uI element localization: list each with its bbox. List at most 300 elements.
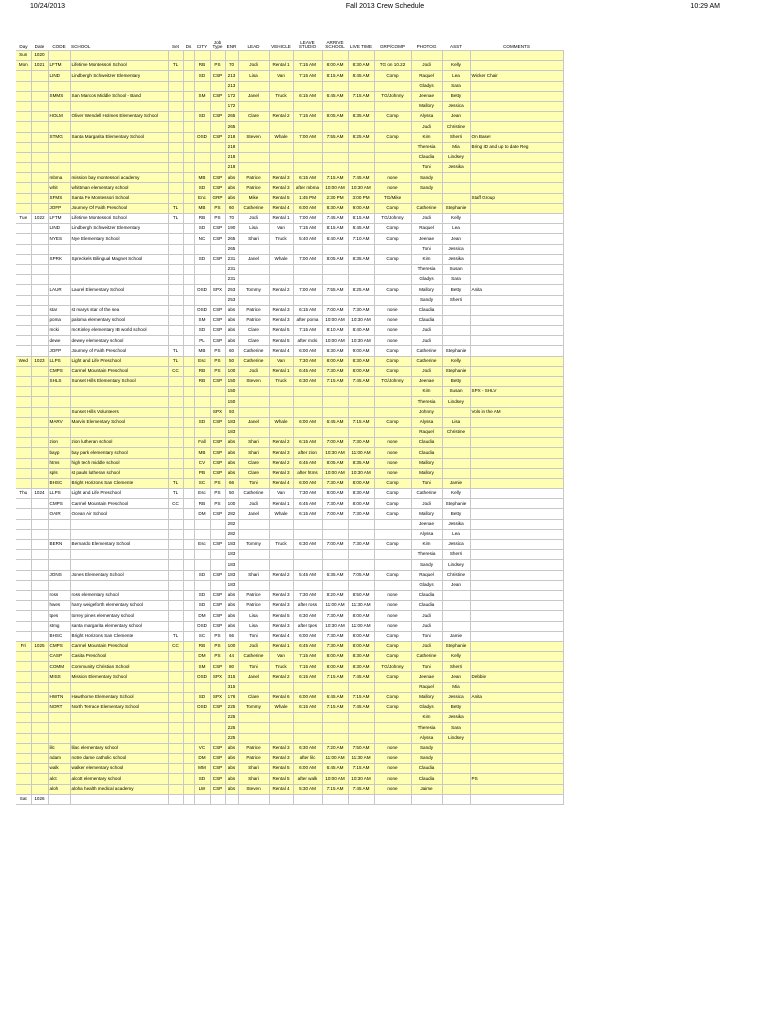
table-row — [16, 478, 563, 488]
table-cell — [16, 682, 31, 692]
table-cell — [348, 81, 374, 91]
table-cell: CSP — [210, 224, 225, 234]
table-cell: 11:00 AM — [348, 448, 374, 458]
table-cell — [183, 570, 194, 580]
table-cell: CSP — [210, 91, 225, 101]
table-cell: Jessica — [442, 244, 470, 254]
table-cell — [210, 81, 225, 91]
table-cell — [31, 224, 48, 234]
table-cell — [293, 713, 322, 723]
table-cell: 6:35 AM — [322, 570, 348, 580]
table-cell: 7:10 AM — [348, 234, 374, 244]
table-cell: 1021 — [31, 61, 48, 71]
table-cell — [293, 163, 322, 173]
table-cell — [210, 51, 225, 61]
table-cell — [322, 152, 348, 162]
table-cell — [269, 244, 293, 254]
table-cell: none — [374, 590, 411, 600]
table-cell: GRP — [210, 193, 225, 203]
table-cell: Comp — [374, 570, 411, 580]
table-cell — [70, 713, 168, 723]
table-cell: Sandy — [411, 295, 442, 305]
table-cell: TG on 10.22 — [374, 61, 411, 71]
table-cell: Tue — [16, 214, 31, 224]
table-cell: SC — [194, 478, 210, 488]
table-cell: Shari — [238, 234, 269, 244]
table-cell: 6:15 AM — [293, 305, 322, 315]
table-cell: Comp — [374, 540, 411, 550]
table-cell — [470, 91, 563, 101]
table-cell: 7:15 AM — [322, 703, 348, 713]
table-cell — [48, 529, 70, 539]
table-cell — [31, 295, 48, 305]
table-cell: Jean — [442, 112, 470, 122]
table-cell: 183 — [225, 580, 238, 590]
table-cell: Johnny — [411, 407, 442, 417]
table-cell: 100 — [225, 366, 238, 376]
table-row — [16, 590, 563, 600]
table-cell: TG/Johnny — [374, 377, 411, 387]
table-cell: Comp — [374, 652, 411, 662]
table-cell: Lindbergh Schweitzer Elementary — [70, 71, 168, 81]
table-row — [16, 91, 563, 101]
table-cell — [238, 723, 269, 733]
table-cell: OSD — [194, 703, 210, 713]
table-cell: 8:30 AM — [348, 662, 374, 672]
table-cell: Sandy — [411, 743, 442, 753]
table-cell: tpes — [48, 611, 70, 621]
table-cell — [348, 794, 374, 804]
table-cell: none — [374, 753, 411, 763]
table-cell — [470, 499, 563, 509]
table-cell: 6:40 AM — [322, 234, 348, 244]
table-cell: hwes — [48, 601, 70, 611]
table-cell — [374, 560, 411, 570]
table-cell: Lisa — [238, 224, 269, 234]
table-cell — [269, 264, 293, 274]
table-cell — [168, 295, 183, 305]
table-cell — [16, 784, 31, 794]
table-cell — [269, 713, 293, 723]
table-cell: Catherine — [411, 652, 442, 662]
table-cell — [470, 703, 563, 713]
table-cell — [442, 326, 470, 336]
table-cell: SPX — [210, 692, 225, 702]
table-cell — [168, 458, 183, 468]
table-cell: whittman elementary school — [70, 183, 168, 193]
table-cell — [293, 529, 322, 539]
table-cell: santa margarita elementary school — [70, 621, 168, 631]
table-cell — [269, 427, 293, 437]
table-cell — [168, 51, 183, 61]
table-cell: bayp — [48, 448, 70, 458]
table-cell — [194, 51, 210, 61]
table-cell: Anita — [470, 692, 563, 702]
table-cell: 7:45 AM — [348, 784, 374, 794]
column-header: LIVE TIME — [348, 28, 374, 51]
table-cell — [48, 407, 70, 417]
table-cell: Jamie — [442, 631, 470, 641]
table-cell: 172 — [225, 91, 238, 101]
table-cell: CSP — [210, 774, 225, 784]
table-row — [16, 621, 563, 631]
table-cell — [31, 713, 48, 723]
table-cell — [183, 713, 194, 723]
table-cell: CSP — [210, 590, 225, 600]
table-cell: Comp — [374, 285, 411, 295]
table-cell: 7:15 AM — [293, 662, 322, 672]
table-cell: Catherine — [411, 346, 442, 356]
table-cell: none — [374, 336, 411, 346]
table-cell: after htms — [293, 468, 322, 478]
table-cell: Lifetime Montessori School — [70, 61, 168, 71]
table-cell: 8:45 AM — [348, 71, 374, 81]
table-cell — [168, 193, 183, 203]
table-row — [16, 305, 563, 315]
table-cell — [269, 550, 293, 560]
table-cell — [168, 448, 183, 458]
table-cell — [322, 550, 348, 560]
table-cell: 70 — [225, 214, 238, 224]
table-cell: Whale — [269, 417, 293, 427]
table-cell — [322, 397, 348, 407]
table-cell: 6:15 AM — [293, 91, 322, 101]
table-cell: Theresia — [411, 142, 442, 152]
table-cell — [374, 580, 411, 590]
table-cell — [168, 173, 183, 183]
table-cell: Judi — [411, 621, 442, 631]
table-cell: PS — [210, 346, 225, 356]
table-cell: Jodi — [238, 366, 269, 376]
table-cell: CSP — [210, 468, 225, 478]
table-cell — [70, 163, 168, 173]
table-cell: Comp — [374, 224, 411, 234]
table-cell — [16, 499, 31, 509]
table-cell: Rental 5 — [269, 326, 293, 336]
table-cell: SD — [194, 601, 210, 611]
table-cell — [168, 560, 183, 570]
table-cell — [183, 641, 194, 651]
table-cell: DM — [194, 753, 210, 763]
table-cell — [70, 387, 168, 397]
table-cell — [470, 580, 563, 590]
table-cell: Catherine — [238, 346, 269, 356]
table-cell — [269, 397, 293, 407]
table-cell — [348, 529, 374, 539]
table-cell: Rental 2 — [269, 458, 293, 468]
table-cell: 1024 — [31, 489, 48, 499]
table-cell — [269, 142, 293, 152]
table-cell: Mallory — [411, 692, 442, 702]
table-cell: Rental 3 — [269, 621, 293, 631]
table-cell — [210, 387, 225, 397]
table-cell: 282 — [225, 519, 238, 529]
table-row — [16, 438, 563, 448]
table-cell — [194, 387, 210, 397]
table-cell — [470, 254, 563, 264]
table-cell — [183, 203, 194, 213]
table-cell: CSP — [210, 305, 225, 315]
table-cell: Shari — [238, 570, 269, 580]
table-cell: 7:30 AM — [348, 305, 374, 315]
table-cell: 8:00 AM — [322, 652, 348, 662]
table-cell: Esc — [194, 356, 210, 366]
table-cell — [269, 163, 293, 173]
table-cell — [374, 122, 411, 132]
table-cell — [470, 590, 563, 600]
table-cell: Laurel Elementary School — [70, 285, 168, 295]
table-cell — [269, 295, 293, 305]
table-cell: 8:30 AM — [322, 346, 348, 356]
table-cell — [168, 336, 183, 346]
table-cell — [322, 244, 348, 254]
table-cell — [183, 346, 194, 356]
table-cell — [210, 275, 225, 285]
table-cell: CC — [168, 499, 183, 509]
table-cell: RB — [194, 366, 210, 376]
table-cell: abs — [225, 315, 238, 325]
table-cell — [31, 91, 48, 101]
table-cell — [183, 183, 194, 193]
table-cell: Clare — [238, 326, 269, 336]
table-cell — [31, 81, 48, 91]
table-cell — [374, 51, 411, 61]
table-cell: DM — [194, 652, 210, 662]
table-cell: Clare — [238, 336, 269, 346]
table-cell: CSP — [210, 112, 225, 122]
table-cell — [31, 275, 48, 285]
table-cell — [210, 163, 225, 173]
table-cell: Lisa — [442, 417, 470, 427]
table-cell — [183, 112, 194, 122]
table-cell: Patrice — [238, 305, 269, 315]
table-cell: Santa Margarita Elementary School — [70, 132, 168, 142]
table-cell: Jeenae — [411, 672, 442, 682]
table-cell: 8:05 AM — [322, 458, 348, 468]
table-cell — [48, 682, 70, 692]
column-header: VEHICLE — [269, 28, 293, 51]
table-cell: Casita Preschool — [70, 652, 168, 662]
column-header: PHOTOG — [411, 28, 442, 51]
table-cell: 231 — [225, 254, 238, 264]
table-cell: Patrice — [238, 173, 269, 183]
table-cell — [322, 682, 348, 692]
table-cell: 10:30 AM — [348, 774, 374, 784]
table-cell — [16, 152, 31, 162]
table-cell: 6:45 AM — [293, 641, 322, 651]
table-cell: SHLS — [48, 377, 70, 387]
table-cell — [70, 101, 168, 111]
table-cell: spls — [48, 468, 70, 478]
table-cell — [470, 203, 563, 213]
table-cell — [168, 774, 183, 784]
table-cell: Light and Life Preschool — [70, 489, 168, 499]
table-cell — [31, 540, 48, 550]
table-cell — [183, 682, 194, 692]
table-cell: Jean — [442, 580, 470, 590]
table-row — [16, 774, 563, 784]
table-row — [16, 733, 563, 743]
table-cell: 7:30 AM — [322, 641, 348, 651]
table-cell — [442, 468, 470, 478]
table-cell: 172 — [225, 101, 238, 111]
table-cell: Journey Of Faith Preschool — [70, 203, 168, 213]
table-cell: RB — [194, 377, 210, 387]
table-cell: Carmel Mountain Preschool — [70, 641, 168, 651]
table-cell: Sherri — [442, 550, 470, 560]
table-cell: Claudia — [411, 590, 442, 600]
table-cell — [31, 377, 48, 387]
table-cell: Journey of Faith Preschool — [70, 346, 168, 356]
table-row — [16, 560, 563, 570]
table-cell — [470, 601, 563, 611]
table-cell: 7:15 AM — [293, 224, 322, 234]
table-cell: PS — [210, 203, 225, 213]
table-cell: Christine — [442, 570, 470, 580]
table-cell: Patrice — [238, 601, 269, 611]
table-cell: Shari — [238, 448, 269, 458]
table-cell — [183, 794, 194, 804]
table-cell — [470, 101, 563, 111]
table-cell — [31, 163, 48, 173]
table-cell: none — [374, 764, 411, 774]
table-cell: Truck — [269, 234, 293, 244]
table-cell — [183, 672, 194, 682]
table-cell — [70, 733, 168, 743]
table-cell — [183, 193, 194, 203]
table-cell: VC — [194, 743, 210, 753]
table-cell: Mia — [442, 142, 470, 152]
table-cell: Rental 3 — [269, 315, 293, 325]
table-cell — [48, 142, 70, 152]
table-cell: Mon — [16, 61, 31, 71]
table-cell — [31, 448, 48, 458]
print-time: 10:29 AM — [690, 3, 720, 10]
table-cell: Gladys — [411, 275, 442, 285]
table-cell — [210, 794, 225, 804]
table-cell — [31, 662, 48, 672]
table-cell — [183, 254, 194, 264]
table-cell — [374, 295, 411, 305]
table-cell: Catherine — [411, 203, 442, 213]
table-cell — [31, 417, 48, 427]
table-cell — [210, 295, 225, 305]
table-cell — [293, 723, 322, 733]
table-cell: Theresia — [411, 264, 442, 274]
table-cell — [168, 601, 183, 611]
table-cell — [194, 723, 210, 733]
table-cell — [322, 407, 348, 417]
table-cell — [70, 519, 168, 529]
table-cell: SM — [194, 91, 210, 101]
table-cell: San Marcos Middle School - Band — [70, 91, 168, 101]
table-cell: after zion — [293, 448, 322, 458]
table-cell: Kim — [411, 132, 442, 142]
table-cell: 10:00 AM — [322, 468, 348, 478]
crew-schedule-table — [16, 28, 564, 805]
table-cell: Claudia — [411, 448, 442, 458]
table-cell: none — [374, 326, 411, 336]
table-cell: NYES — [48, 234, 70, 244]
table-cell: 7:00 AM — [293, 254, 322, 264]
page-title: Fall 2013 Crew Schedule — [345, 3, 425, 10]
table-cell: OSD — [194, 305, 210, 315]
table-cell: Raquel — [411, 570, 442, 580]
column-header: SCHOOL — [70, 28, 168, 51]
table-cell — [31, 132, 48, 142]
table-cell: Claudia — [411, 764, 442, 774]
table-cell — [194, 529, 210, 539]
table-cell: CSP — [210, 326, 225, 336]
table-cell: 7:15 AM — [293, 61, 322, 71]
table-cell: 8:30 AM — [322, 203, 348, 213]
table-cell — [470, 326, 563, 336]
table-cell: Anita — [470, 285, 563, 295]
table-cell — [194, 580, 210, 590]
table-cell: Comp — [374, 417, 411, 427]
table-cell: 7:15 AM — [293, 326, 322, 336]
table-row — [16, 254, 563, 264]
table-cell: Whale — [269, 509, 293, 519]
table-cell: CSP — [210, 315, 225, 325]
table-cell: Tommy — [238, 540, 269, 550]
table-cell — [470, 346, 563, 356]
table-cell — [348, 519, 374, 529]
table-cell — [238, 713, 269, 723]
table-cell: torrey pines elementary school — [70, 611, 168, 621]
table-cell: 7:05 AM — [348, 570, 374, 580]
table-cell — [183, 723, 194, 733]
column-header: ASST — [442, 28, 470, 51]
table-cell: SMMS — [48, 91, 70, 101]
table-cell: Stephanie — [442, 366, 470, 376]
table-cell — [348, 580, 374, 590]
table-cell: 10:00 AM — [322, 774, 348, 784]
table-cell: 8:00 AM — [322, 356, 348, 366]
table-cell: Janel — [238, 417, 269, 427]
table-cell — [16, 540, 31, 550]
table-cell — [348, 682, 374, 692]
table-cell — [194, 427, 210, 437]
table-cell: none — [374, 468, 411, 478]
table-cell: 6:30 AM — [293, 377, 322, 387]
table-cell: Patrice — [238, 183, 269, 193]
table-cell: Truck — [269, 662, 293, 672]
table-cell — [194, 152, 210, 162]
table-cell — [470, 275, 563, 285]
table-cell: 7:15 AM — [322, 784, 348, 794]
table-cell: MM — [194, 764, 210, 774]
table-cell — [470, 417, 563, 427]
table-cell: Alyssa — [411, 529, 442, 539]
table-cell: 8:00 AM — [348, 499, 374, 509]
column-header: ARRIVE SCHOOL — [322, 28, 348, 51]
table-cell: 1026 — [31, 794, 48, 804]
table-cell — [183, 540, 194, 550]
table-cell — [470, 519, 563, 529]
table-cell: 7:15 AM — [348, 692, 374, 702]
table-cell: abs — [225, 590, 238, 600]
table-cell: TL — [168, 631, 183, 641]
table-cell: none — [374, 621, 411, 631]
table-cell — [374, 152, 411, 162]
table-cell: Judi — [411, 611, 442, 621]
table-cell: Clare — [238, 112, 269, 122]
table-cell: PS — [210, 489, 225, 499]
table-cell: SD — [194, 570, 210, 580]
table-cell: 7:55 AM — [322, 285, 348, 295]
table-cell: Jean — [442, 672, 470, 682]
